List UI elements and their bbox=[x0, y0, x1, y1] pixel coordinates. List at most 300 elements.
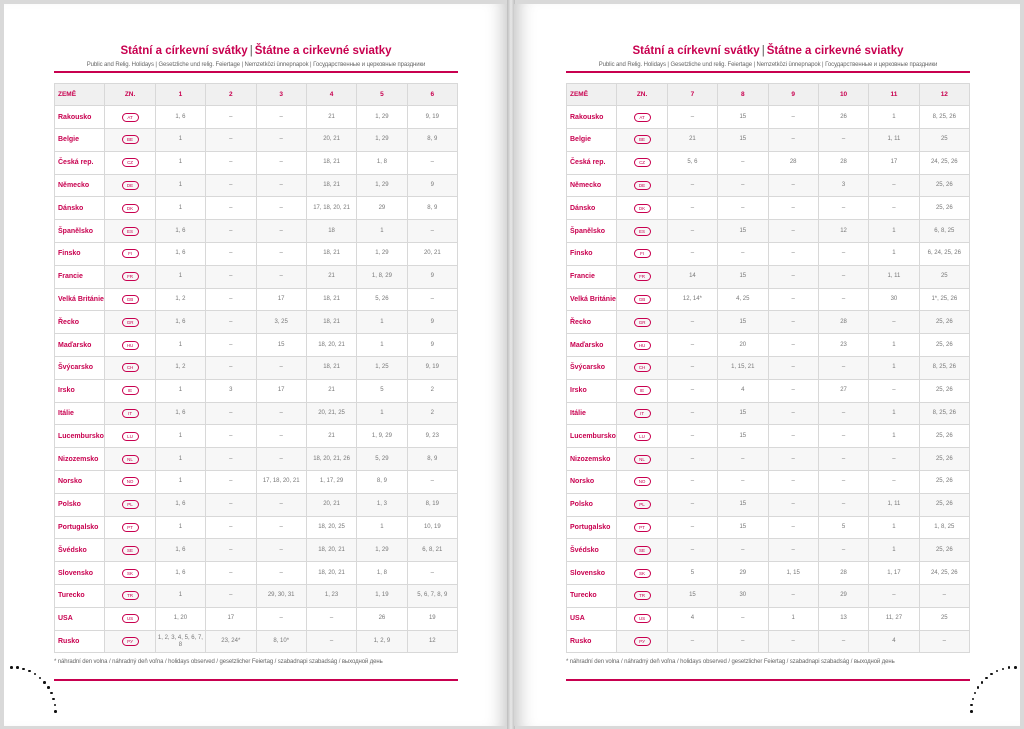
holiday-days-cell: – bbox=[768, 585, 818, 608]
holiday-days-cell: 29, 30, 31 bbox=[256, 585, 306, 608]
holiday-days-cell: 17 bbox=[869, 151, 919, 174]
dot bbox=[970, 710, 973, 713]
country-code-badge: DE bbox=[122, 181, 139, 190]
country-code-cell bbox=[105, 197, 155, 220]
page-title bbox=[566, 44, 970, 58]
holiday-days-cell: 17 bbox=[256, 288, 306, 311]
country-code-badge: GB bbox=[122, 295, 139, 304]
holiday-days-cell: 25, 26 bbox=[919, 197, 969, 220]
holiday-days-cell: 18, 21 bbox=[306, 243, 356, 266]
country-code-badge: FI bbox=[634, 249, 651, 258]
holiday-days-cell: 5, 6 bbox=[667, 151, 717, 174]
holiday-days-cell: – bbox=[718, 471, 768, 494]
footnote: * náhradní den volna / náhradný deň voľna / holidays observed / gesetzlicher Feiertag / szabadnapi szabadság / выходной день bbox=[54, 659, 383, 666]
holiday-days-cell: 8, 25, 26 bbox=[919, 106, 969, 129]
country-code-badge: IE bbox=[634, 386, 651, 395]
holiday-days-cell: – bbox=[768, 288, 818, 311]
holiday-days-cell: – bbox=[667, 174, 717, 197]
table-row bbox=[55, 334, 458, 357]
holiday-days-cell: 11, 27 bbox=[869, 607, 919, 630]
holiday-days-cell: – bbox=[256, 493, 306, 516]
title-czech: Státní a církevní svátky bbox=[632, 45, 760, 57]
holiday-days-cell: – bbox=[206, 402, 256, 425]
dot bbox=[1008, 666, 1011, 669]
holiday-days-cell: – bbox=[206, 585, 256, 608]
holiday-days-cell: – bbox=[206, 265, 256, 288]
holiday-days-cell: 1, 6 bbox=[155, 243, 205, 266]
holiday-days-cell: – bbox=[206, 493, 256, 516]
dot bbox=[974, 692, 977, 695]
holiday-days-cell: 13 bbox=[818, 607, 868, 630]
holiday-days-cell: 9, 19 bbox=[407, 357, 457, 380]
table-row bbox=[567, 379, 970, 402]
holiday-days-cell: 8, 19 bbox=[407, 493, 457, 516]
holiday-days-cell: – bbox=[768, 379, 818, 402]
holiday-days-cell: 1, 6 bbox=[155, 311, 205, 334]
page-title bbox=[54, 44, 458, 58]
holiday-days-cell: 28 bbox=[818, 562, 868, 585]
holiday-days-cell: 6, 8, 21 bbox=[407, 539, 457, 562]
country-code-badge: HU bbox=[122, 341, 139, 350]
holiday-days-cell: 6, 24, 25, 26 bbox=[919, 243, 969, 266]
holiday-days-cell: – bbox=[869, 585, 919, 608]
country-name: Portugalsko bbox=[55, 516, 105, 539]
holiday-days-cell: 1, 6 bbox=[155, 402, 205, 425]
right-page bbox=[514, 4, 1020, 726]
table-body bbox=[55, 106, 458, 653]
country-code-cell bbox=[617, 425, 667, 448]
table-row bbox=[55, 174, 458, 197]
country-code-badge: TR bbox=[634, 591, 651, 600]
table-row bbox=[55, 630, 458, 653]
header-month: 11 bbox=[869, 83, 919, 106]
dot bbox=[990, 673, 993, 676]
holiday-days-cell: 1 bbox=[155, 471, 205, 494]
table-row bbox=[55, 197, 458, 220]
country-name: Belgie bbox=[567, 129, 617, 152]
holiday-days-cell: – bbox=[667, 448, 717, 471]
dot bbox=[34, 673, 37, 676]
dot bbox=[16, 666, 19, 669]
country-name: Irsko bbox=[55, 379, 105, 402]
country-code-cell bbox=[105, 311, 155, 334]
holiday-days-cell: 1, 17 bbox=[869, 562, 919, 585]
dot bbox=[977, 686, 980, 689]
holiday-days-cell: 18, 21 bbox=[306, 357, 356, 380]
table-row bbox=[55, 448, 458, 471]
holiday-days-cell: 9, 23 bbox=[407, 425, 457, 448]
table-row bbox=[55, 243, 458, 266]
holiday-days-cell: – bbox=[818, 265, 868, 288]
country-name: Belgie bbox=[55, 129, 105, 152]
holiday-days-cell: 18, 20, 21, 26 bbox=[306, 448, 356, 471]
country-code-cell bbox=[617, 448, 667, 471]
table-row bbox=[567, 630, 970, 653]
holiday-days-cell: – bbox=[869, 379, 919, 402]
holiday-days-cell: – bbox=[768, 311, 818, 334]
country-code-cell bbox=[617, 243, 667, 266]
country-name: Irsko bbox=[567, 379, 617, 402]
holiday-days-cell: 25 bbox=[919, 129, 969, 152]
country-name: Řecko bbox=[567, 311, 617, 334]
country-code-badge: NL bbox=[122, 455, 139, 464]
holiday-days-cell: 30 bbox=[718, 585, 768, 608]
table-row bbox=[567, 243, 970, 266]
country-name: Rusko bbox=[55, 630, 105, 653]
holiday-days-cell: 8, 9 bbox=[407, 129, 457, 152]
country-code-cell bbox=[617, 288, 667, 311]
header-month: 7 bbox=[667, 83, 717, 106]
holiday-days-cell: – bbox=[818, 493, 868, 516]
holiday-days-cell: – bbox=[919, 585, 969, 608]
holiday-days-cell: 20, 21 bbox=[407, 243, 457, 266]
holiday-days-cell: – bbox=[206, 425, 256, 448]
holiday-days-cell: 2 bbox=[407, 379, 457, 402]
country-name: USA bbox=[567, 607, 617, 630]
holiday-days-cell: – bbox=[768, 493, 818, 516]
country-code-badge: BE bbox=[634, 135, 651, 144]
holiday-days-cell: – bbox=[718, 448, 768, 471]
country-code-cell bbox=[617, 174, 667, 197]
holiday-days-cell: – bbox=[407, 471, 457, 494]
dot bbox=[43, 681, 46, 684]
country-name: Maďarsko bbox=[55, 334, 105, 357]
holiday-days-cell: – bbox=[256, 197, 306, 220]
holiday-days-cell: – bbox=[818, 357, 868, 380]
country-name: Velká Británie bbox=[55, 288, 105, 311]
holiday-days-cell: 9 bbox=[407, 334, 457, 357]
country-code-badge: ES bbox=[122, 227, 139, 236]
holiday-days-cell: – bbox=[256, 265, 306, 288]
table-row bbox=[567, 585, 970, 608]
table-row bbox=[55, 585, 458, 608]
table-row bbox=[55, 220, 458, 243]
country-code-badge: AT bbox=[634, 113, 651, 122]
holiday-days-cell: 1, 6 bbox=[155, 493, 205, 516]
dot bbox=[22, 668, 25, 671]
holiday-days-cell: 1, 29 bbox=[357, 243, 407, 266]
table-row bbox=[567, 425, 970, 448]
country-code-badge: FR bbox=[122, 272, 139, 281]
holiday-days-cell: 18, 21 bbox=[306, 311, 356, 334]
country-code-cell bbox=[617, 402, 667, 425]
country-code-cell bbox=[105, 288, 155, 311]
holiday-days-cell: 2 bbox=[407, 402, 457, 425]
country-code-cell bbox=[617, 334, 667, 357]
holiday-days-cell: 25, 26 bbox=[919, 334, 969, 357]
country-name: Slovensko bbox=[55, 562, 105, 585]
country-code-badge: GB bbox=[634, 295, 651, 304]
dot bbox=[970, 704, 973, 707]
holiday-days-cell: 4 bbox=[869, 630, 919, 653]
header-month: 8 bbox=[718, 83, 768, 106]
country-code-cell bbox=[617, 471, 667, 494]
holiday-days-cell: – bbox=[206, 106, 256, 129]
holiday-days-cell: – bbox=[667, 243, 717, 266]
right-content bbox=[566, 44, 970, 681]
country-code-badge: CH bbox=[634, 363, 651, 372]
header-code: ZN. bbox=[617, 83, 667, 106]
country-name: Polsko bbox=[55, 493, 105, 516]
country-code-cell bbox=[617, 129, 667, 152]
country-name: Velká Británie bbox=[567, 288, 617, 311]
country-code-badge: US bbox=[122, 614, 139, 623]
holiday-days-cell: – bbox=[818, 471, 868, 494]
holiday-days-cell: – bbox=[256, 357, 306, 380]
holiday-days-cell: – bbox=[919, 630, 969, 653]
table-row bbox=[567, 607, 970, 630]
country-name: Slovensko bbox=[567, 562, 617, 585]
country-code-badge: NO bbox=[634, 477, 651, 486]
holiday-days-cell: 24, 25, 26 bbox=[919, 562, 969, 585]
country-name: Švýcarsko bbox=[567, 357, 617, 380]
header-country: ZEMĚ bbox=[567, 83, 617, 106]
country-name: Polsko bbox=[567, 493, 617, 516]
holiday-days-cell: 25 bbox=[919, 265, 969, 288]
table-row bbox=[567, 151, 970, 174]
holiday-days-cell: 21 bbox=[667, 129, 717, 152]
table-row bbox=[55, 106, 458, 129]
holiday-days-cell: – bbox=[718, 630, 768, 653]
holiday-days-cell: – bbox=[718, 151, 768, 174]
table-row bbox=[567, 493, 970, 516]
holiday-days-cell: 1, 8, 29 bbox=[357, 265, 407, 288]
holiday-days-cell: – bbox=[206, 562, 256, 585]
holiday-days-cell: 5 bbox=[357, 379, 407, 402]
country-code-badge: DE bbox=[634, 181, 651, 190]
country-code-cell bbox=[105, 607, 155, 630]
country-name: Řecko bbox=[55, 311, 105, 334]
holiday-days-cell: 18, 20, 25 bbox=[306, 516, 356, 539]
table-row bbox=[567, 562, 970, 585]
holiday-days-cell: – bbox=[206, 448, 256, 471]
country-code-cell bbox=[105, 265, 155, 288]
dot bbox=[39, 677, 42, 680]
holiday-days-cell: – bbox=[768, 425, 818, 448]
holiday-days-cell: – bbox=[718, 174, 768, 197]
holiday-days-cell: – bbox=[818, 243, 868, 266]
holiday-days-cell: 1 bbox=[869, 516, 919, 539]
country-name: Lucembursko bbox=[567, 425, 617, 448]
holiday-days-cell: – bbox=[667, 471, 717, 494]
holiday-days-cell: – bbox=[206, 197, 256, 220]
holiday-days-cell: 1, 29 bbox=[357, 106, 407, 129]
dot bbox=[972, 698, 975, 701]
country-code-badge: IT bbox=[122, 409, 139, 418]
country-code-badge: FI bbox=[122, 249, 139, 258]
holiday-days-cell: 18, 21 bbox=[306, 288, 356, 311]
holiday-days-cell: 1, 6 bbox=[155, 539, 205, 562]
country-code-cell bbox=[105, 129, 155, 152]
country-code-cell bbox=[617, 357, 667, 380]
holiday-days-cell: 1 bbox=[357, 516, 407, 539]
holiday-days-cell: 1, 19 bbox=[357, 585, 407, 608]
country-code-badge: NO bbox=[122, 477, 139, 486]
holiday-days-cell: 6, 8, 25 bbox=[919, 220, 969, 243]
holiday-days-cell: – bbox=[667, 402, 717, 425]
holiday-days-cell: – bbox=[718, 539, 768, 562]
holiday-days-cell: – bbox=[768, 243, 818, 266]
dot bbox=[52, 698, 55, 701]
header-month: 3 bbox=[256, 83, 306, 106]
country-code-cell bbox=[105, 379, 155, 402]
country-name: Dánsko bbox=[55, 197, 105, 220]
holiday-days-cell: 15 bbox=[718, 425, 768, 448]
holiday-days-cell: 1 bbox=[869, 334, 919, 357]
header-month: 4 bbox=[306, 83, 356, 106]
holiday-days-cell: 21 bbox=[306, 425, 356, 448]
holiday-days-cell: 1 bbox=[155, 448, 205, 471]
country-code-badge: LU bbox=[122, 432, 139, 441]
country-code-badge: GR bbox=[634, 318, 651, 327]
country-name: Rakousko bbox=[55, 106, 105, 129]
holiday-days-cell: 26 bbox=[818, 106, 868, 129]
table-row bbox=[567, 357, 970, 380]
country-name: Maďarsko bbox=[567, 334, 617, 357]
holiday-days-cell: – bbox=[206, 288, 256, 311]
holiday-days-cell: – bbox=[256, 106, 306, 129]
country-name: USA bbox=[55, 607, 105, 630]
country-code-cell bbox=[617, 106, 667, 129]
table-row bbox=[55, 516, 458, 539]
holiday-days-cell: 24, 25, 26 bbox=[919, 151, 969, 174]
holiday-days-cell: 1, 6 bbox=[155, 106, 205, 129]
holiday-days-cell: – bbox=[667, 220, 717, 243]
dot bbox=[10, 666, 13, 669]
country-code-cell bbox=[105, 106, 155, 129]
holiday-days-cell: 21 bbox=[306, 265, 356, 288]
country-name: Rakousko bbox=[567, 106, 617, 129]
country-name: Itálie bbox=[567, 402, 617, 425]
holiday-days-cell: – bbox=[256, 425, 306, 448]
holiday-days-cell: 1*, 25, 26 bbox=[919, 288, 969, 311]
holiday-days-cell: 8, 9 bbox=[407, 197, 457, 220]
footnote: * náhradní den volna / náhradný deň voľna / holidays observed / gesetzlicher Feiertag / szabadnapi szabadság / выходной день bbox=[566, 659, 895, 666]
holiday-days-cell: 30 bbox=[869, 288, 919, 311]
holiday-days-cell: – bbox=[768, 539, 818, 562]
holiday-days-cell: 9 bbox=[407, 311, 457, 334]
holiday-days-cell: 15 bbox=[667, 585, 717, 608]
holiday-days-cell: 1 bbox=[155, 585, 205, 608]
country-code-badge: DK bbox=[634, 204, 651, 213]
table-row bbox=[567, 311, 970, 334]
holiday-days-cell: 1 bbox=[357, 402, 407, 425]
holiday-days-cell: 10, 19 bbox=[407, 516, 457, 539]
dot bbox=[50, 692, 53, 695]
holiday-days-cell: 1, 2 bbox=[155, 288, 205, 311]
holiday-days-cell: 8, 10* bbox=[256, 630, 306, 653]
country-code-badge: US bbox=[634, 614, 651, 623]
holiday-days-cell: – bbox=[206, 516, 256, 539]
holiday-days-cell: 1, 6 bbox=[155, 562, 205, 585]
holiday-days-cell: 25, 26 bbox=[919, 425, 969, 448]
holiday-days-cell: 25 bbox=[919, 607, 969, 630]
holiday-days-cell: – bbox=[256, 220, 306, 243]
holiday-days-cell: 1 bbox=[155, 151, 205, 174]
holiday-days-cell: 28 bbox=[768, 151, 818, 174]
holiday-days-cell: 1 bbox=[155, 129, 205, 152]
holiday-days-cell: 1 bbox=[357, 220, 407, 243]
country-name: Francie bbox=[55, 265, 105, 288]
holiday-days-cell: – bbox=[206, 129, 256, 152]
title-rule bbox=[54, 71, 458, 73]
holiday-days-cell: – bbox=[818, 288, 868, 311]
country-name: Norsko bbox=[55, 471, 105, 494]
holiday-days-cell: 18, 21 bbox=[306, 151, 356, 174]
holiday-days-cell: 12, 14* bbox=[667, 288, 717, 311]
country-code-cell bbox=[105, 402, 155, 425]
holiday-days-cell: – bbox=[256, 539, 306, 562]
holiday-days-cell: 23, 24* bbox=[206, 630, 256, 653]
dot bbox=[54, 710, 57, 713]
title-slovak: Štátne a cirkevné sviatky bbox=[766, 45, 904, 57]
holiday-days-cell: – bbox=[206, 174, 256, 197]
holiday-days-cell: – bbox=[256, 402, 306, 425]
holiday-days-cell: – bbox=[667, 425, 717, 448]
holiday-days-cell: 1 bbox=[869, 357, 919, 380]
country-code-badge: CZ bbox=[122, 158, 139, 167]
table-row bbox=[567, 402, 970, 425]
holiday-days-cell: – bbox=[407, 288, 457, 311]
country-name: Finsko bbox=[567, 243, 617, 266]
holiday-days-cell: 8, 9 bbox=[357, 471, 407, 494]
holiday-days-cell: 20 bbox=[718, 334, 768, 357]
country-code-cell bbox=[105, 448, 155, 471]
title-slovak: Štátne a cirkevné sviatky bbox=[254, 45, 392, 57]
country-code-cell bbox=[617, 516, 667, 539]
country-name: Finsko bbox=[55, 243, 105, 266]
table-row bbox=[567, 516, 970, 539]
country-code-badge: SK bbox=[122, 569, 139, 578]
page-subtitle: Public and Relig. Holidays | Gesetzliche und relig. Feiertage | Nemzetközi ünnepnapok | Государственные и церковные праздники bbox=[86, 62, 426, 68]
holiday-days-cell: 14 bbox=[667, 265, 717, 288]
holiday-days-cell: 1, 2, 3, 4, 5, 6, 7, 8 bbox=[155, 630, 205, 653]
holiday-days-cell: – bbox=[206, 471, 256, 494]
country-code-badge: BE bbox=[122, 135, 139, 144]
country-code-cell bbox=[105, 516, 155, 539]
holiday-days-cell: – bbox=[869, 471, 919, 494]
country-code-badge: TR bbox=[122, 591, 139, 600]
country-code-cell bbox=[105, 539, 155, 562]
holiday-days-cell: – bbox=[818, 402, 868, 425]
holiday-days-cell: – bbox=[667, 106, 717, 129]
holiday-days-cell: – bbox=[206, 151, 256, 174]
holiday-days-cell: 18 bbox=[306, 220, 356, 243]
country-code-badge: NL bbox=[634, 455, 651, 464]
country-name: Švédsko bbox=[567, 539, 617, 562]
holiday-days-cell: 1, 29 bbox=[357, 174, 407, 197]
holiday-days-cell: 12 bbox=[407, 630, 457, 653]
holiday-days-cell: 5 bbox=[667, 562, 717, 585]
holiday-days-cell: – bbox=[256, 607, 306, 630]
country-code-badge: РУ bbox=[634, 637, 651, 646]
country-name: Německo bbox=[55, 174, 105, 197]
country-code-cell bbox=[105, 585, 155, 608]
holiday-days-cell: 25, 26 bbox=[919, 448, 969, 471]
country-code-badge: SK bbox=[634, 569, 651, 578]
holiday-days-cell: 1 bbox=[869, 425, 919, 448]
country-code-cell bbox=[105, 630, 155, 653]
country-code-badge: SE bbox=[122, 546, 139, 555]
holiday-days-cell: 1 bbox=[357, 334, 407, 357]
country-code-badge: IT bbox=[634, 409, 651, 418]
dot bbox=[1002, 668, 1005, 671]
holiday-days-cell: – bbox=[206, 357, 256, 380]
holiday-days-cell: – bbox=[206, 539, 256, 562]
title-separator: | bbox=[249, 45, 253, 57]
table-row bbox=[567, 471, 970, 494]
country-code-cell bbox=[617, 265, 667, 288]
